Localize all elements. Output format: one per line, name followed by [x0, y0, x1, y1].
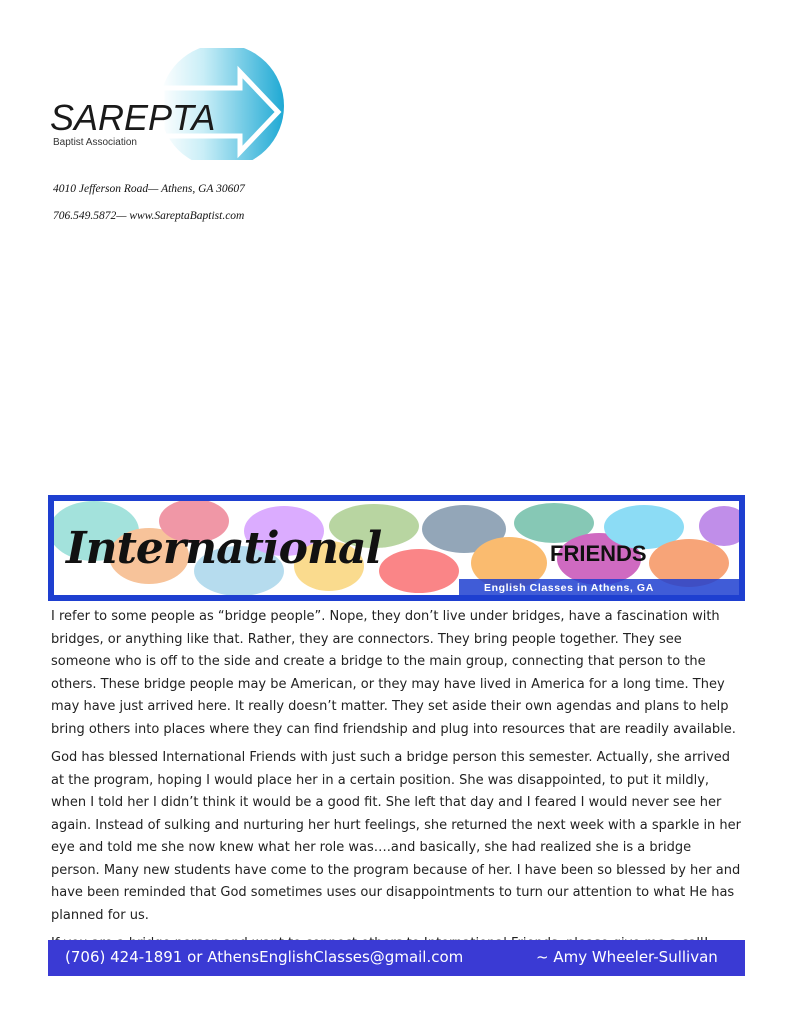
paragraph-2: God has blessed International Friends with just such a bridge person this semester. Actually, she arrived at the program, hoping I would place her in a certain position. She was disappointed, to put it mildly, when I told her I didn’t think it would be a good fit. She left that day and I feared I would never see her again. Instead of sulking and nurturing her hurt feelings, she returned the next week with a sparkle in her eye and told me she now knew what her role was….and basically, she had realized she is a bridge person. Many new students have come to the program because of her. I have been so blessed by her and have been reminded that God sometimes uses our disappointments to turn our attention to what He has planned for us.	[51, 750, 742, 923]
international-friends-banner	[48, 495, 745, 601]
contact-info: (706) 424-1891 or AthensEnglishClasses@gmail.com	[65, 948, 464, 966]
banner-script-title: International	[66, 523, 382, 574]
phone-web-line: 706.549.5872— www.SareptaBaptist.com	[53, 210, 245, 222]
contact-footer-bar	[48, 940, 745, 976]
banner-art	[54, 501, 739, 595]
article-body	[51, 606, 743, 962]
address-line: 4010 Jefferson Road— Athens, GA 30607	[53, 183, 245, 195]
org-subtitle: Baptist Association	[53, 137, 137, 148]
paragraph-1: I refer to some people as “bridge people”. Nope, they don’t live under bridges, have a fascination with bridges, or anything like that. Rather, they are connectors. They bring people together. They see someone who is off to the side and create a bridge to the main group, connecting that person to the others. These bridge people may be American, or they may have lived in America for a long time. They may have just arrived here. It really doesn’t matter. They set aside their own agendas and plans to help bring others into places where they can find friendship and plug into resources that are readily available.	[51, 609, 736, 737]
org-name: SAREPTA	[50, 97, 216, 138]
banner-friends-word: FRIENDS	[550, 541, 647, 566]
sarepta-logo	[50, 48, 290, 160]
signature: ~ Amy Wheeler-Sullivan	[536, 948, 718, 966]
banner-tagline: English Classes in Athens, GA	[484, 582, 654, 594]
